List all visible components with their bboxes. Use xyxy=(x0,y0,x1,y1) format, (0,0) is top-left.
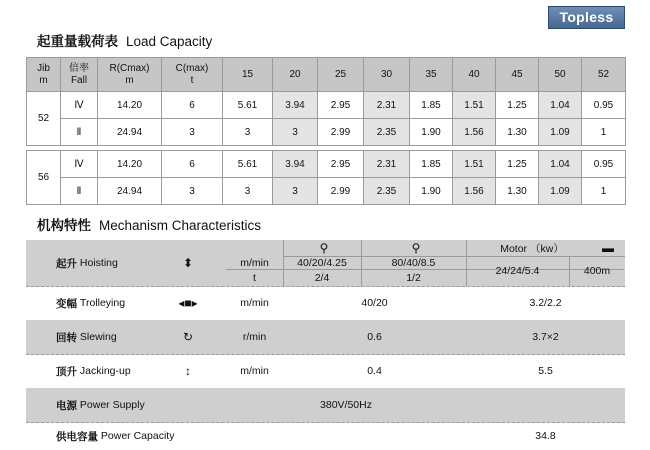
load-header-cell xyxy=(27,58,61,92)
load-header-cell xyxy=(273,58,318,92)
trolleying-row xyxy=(26,286,625,321)
load-header-line1: 20 xyxy=(289,68,301,80)
jacking-speed: 0.4 xyxy=(367,365,382,377)
load-capacity-title-en: Load Capacity xyxy=(126,34,213,49)
load-value-cell: 2.35 xyxy=(364,178,410,205)
hoisting-load-unit: t xyxy=(253,272,256,284)
mechanism-title xyxy=(37,214,261,234)
load-value-cell: 3 xyxy=(273,119,318,146)
cmax-cell: 3 xyxy=(162,178,223,205)
load-value-cell: 1.09 xyxy=(539,178,582,205)
load-value-cell: 1.30 xyxy=(496,119,539,146)
hoisting-load-a: 2/4 xyxy=(314,272,330,284)
load-header-line1: 45 xyxy=(511,68,523,80)
load-value-cell: 3 xyxy=(223,119,273,146)
load-value-cell: 2.99 xyxy=(318,178,364,205)
hoist-arrows-icon: ⬍ xyxy=(182,256,194,270)
load-value-cell: 3 xyxy=(273,178,318,205)
load-value-cell: 1.56 xyxy=(453,119,496,146)
load-header-line2: m xyxy=(125,74,134,86)
slewing-motor: 3.7×2 xyxy=(532,331,559,343)
load-header-line1: 15 xyxy=(241,68,254,80)
load-header-line1: 40 xyxy=(468,68,480,80)
load-header-line1: 50 xyxy=(554,68,566,80)
load-header-line1: C(max) xyxy=(175,62,209,74)
load-value-cell: 1.85 xyxy=(410,92,453,119)
load-header-line2: m xyxy=(39,74,48,86)
hoisting-row xyxy=(26,240,625,287)
radius-cmax-cell: 14.20 xyxy=(98,92,162,119)
load-value-cell: 2.95 xyxy=(318,92,364,119)
load-value-cell: 2.31 xyxy=(364,92,410,119)
slew-rotate-icon: ↻ xyxy=(182,330,194,344)
load-value-cell: 3.94 xyxy=(273,92,318,119)
hoisting-label: 起升 Hoisting xyxy=(56,257,118,270)
load-header-cell xyxy=(453,58,496,92)
load-table-row xyxy=(27,178,626,205)
jacking-label: 顶升 Jacking-up xyxy=(56,365,131,378)
fall-cell: Ⅱ xyxy=(61,119,98,146)
hoisting-motor: 24/24/5.4 xyxy=(495,265,540,277)
slewing-speed: 0.6 xyxy=(367,331,382,343)
load-value-cell: 1.04 xyxy=(539,92,582,119)
load-value-cell: 1.30 xyxy=(496,178,539,205)
jacking-motor: 5.5 xyxy=(538,365,553,377)
hoisting-load-b: 1/2 xyxy=(406,272,421,284)
load-value-cell: 1.51 xyxy=(453,151,496,178)
load-header-cell xyxy=(582,58,626,92)
load-header-cell xyxy=(223,58,273,92)
load-header-cell xyxy=(98,58,162,92)
load-header-line1: 52 xyxy=(597,68,610,80)
load-header-line1: R(Cmax) xyxy=(109,62,150,74)
load-value-cell: 1.51 xyxy=(453,92,496,119)
load-header-line1: 25 xyxy=(334,68,347,80)
rope-drum-icon: ▬ xyxy=(602,241,614,255)
power-capacity-value: 34.8 xyxy=(535,430,556,442)
motor-kw-label: Motor （kw） xyxy=(500,242,564,255)
load-value-cell: 1.25 xyxy=(496,92,539,119)
load-value-cell: 1 xyxy=(582,178,626,205)
load-header-cell xyxy=(61,58,98,92)
load-header-line1: 35 xyxy=(425,68,437,80)
hoisting-rope-length: 400m xyxy=(583,265,611,277)
hoisting-speed-a: 40/20/4.25 xyxy=(297,256,347,269)
load-header-cell xyxy=(162,58,223,92)
load-header-line2: Fall xyxy=(70,74,88,86)
jacking-arrow-icon: ↕ xyxy=(185,364,191,378)
load-header-line1: 30 xyxy=(380,68,393,80)
load-table-header-row xyxy=(27,58,626,92)
load-value-cell: 1.56 xyxy=(453,178,496,205)
load-header-line1: 倍率 xyxy=(69,62,89,74)
slewing-label: 回转 Slewing xyxy=(56,331,117,344)
load-value-cell: 1.90 xyxy=(410,119,453,146)
load-value-cell: 2.99 xyxy=(318,119,364,146)
slewing-unit: r/min xyxy=(242,331,267,343)
load-value-cell: 1.85 xyxy=(410,151,453,178)
load-capacity-table xyxy=(26,57,626,205)
jib-length-cell: 52 xyxy=(27,92,61,146)
power-capacity-label: 供电容量 Power Capacity xyxy=(56,430,175,443)
trolleying-label: 变幅 Trolleying xyxy=(56,297,126,310)
radius-cmax-cell: 24.94 xyxy=(98,119,162,146)
mechanism-title-en: Mechanism Characteristics xyxy=(99,218,262,233)
hook-icon: ⚲ xyxy=(411,241,421,255)
load-value-cell: 1.90 xyxy=(410,178,453,205)
fall-cell: Ⅱ xyxy=(61,178,98,205)
hook-icon: ⚲ xyxy=(319,241,329,255)
jacking-unit: m/min xyxy=(240,365,269,377)
load-value-cell: 1.04 xyxy=(539,151,582,178)
load-header-cell xyxy=(318,58,364,92)
topless-badge: Topless xyxy=(548,6,625,29)
load-header-cell xyxy=(539,58,582,92)
mechanism-title-zh: 机构特性 xyxy=(37,218,91,233)
load-value-cell: 5.61 xyxy=(223,92,273,119)
load-value-cell: 1.09 xyxy=(539,119,582,146)
power-supply-label: 电源 Power Supply xyxy=(56,399,145,412)
fall-cell: Ⅳ xyxy=(61,92,98,119)
hoisting-speed-b: 80/40/8.5 xyxy=(391,256,436,269)
load-header-cell xyxy=(364,58,410,92)
load-value-cell: 1.25 xyxy=(496,151,539,178)
load-capacity-title-zh: 起重量载荷表 xyxy=(37,34,118,49)
load-value-cell: 0.95 xyxy=(582,92,626,119)
jib-length-cell: 56 xyxy=(27,151,61,205)
load-header-cell xyxy=(496,58,539,92)
power-supply-row xyxy=(26,388,625,423)
cmax-cell: 3 xyxy=(162,119,223,146)
load-value-cell: 0.95 xyxy=(582,151,626,178)
radius-cmax-cell: 24.94 xyxy=(98,178,162,205)
load-value-cell: 1 xyxy=(582,119,626,146)
cmax-cell: 6 xyxy=(162,151,223,178)
power-supply-value: 380V/50Hz xyxy=(320,399,372,411)
cmax-cell: 6 xyxy=(162,92,223,119)
load-table-row xyxy=(27,92,626,119)
power-capacity-row xyxy=(26,422,625,450)
load-table-row xyxy=(27,119,626,146)
load-capacity-title xyxy=(37,30,212,50)
load-table-row xyxy=(27,151,626,178)
trolley-arrows-icon: ◂■▸ xyxy=(178,296,198,310)
jacking-row xyxy=(26,354,625,389)
load-value-cell: 5.61 xyxy=(223,151,273,178)
slewing-row xyxy=(26,320,625,355)
load-value-cell: 2.95 xyxy=(318,151,364,178)
trolleying-speed: 40/20 xyxy=(361,297,388,309)
load-value-cell: 3.94 xyxy=(273,151,318,178)
radius-cmax-cell: 14.20 xyxy=(98,151,162,178)
load-value-cell: 3 xyxy=(223,178,273,205)
load-value-cell: 2.31 xyxy=(364,151,410,178)
trolleying-unit: m/min xyxy=(240,297,269,309)
load-value-cell: 2.35 xyxy=(364,119,410,146)
hoisting-speed-unit: m/min xyxy=(240,256,269,269)
trolleying-motor: 3.2/2.2 xyxy=(529,297,562,309)
load-header-line1: Jib xyxy=(37,62,50,74)
load-header-line2: t xyxy=(190,74,194,86)
load-header-cell xyxy=(410,58,453,92)
fall-cell: Ⅳ xyxy=(61,151,98,178)
